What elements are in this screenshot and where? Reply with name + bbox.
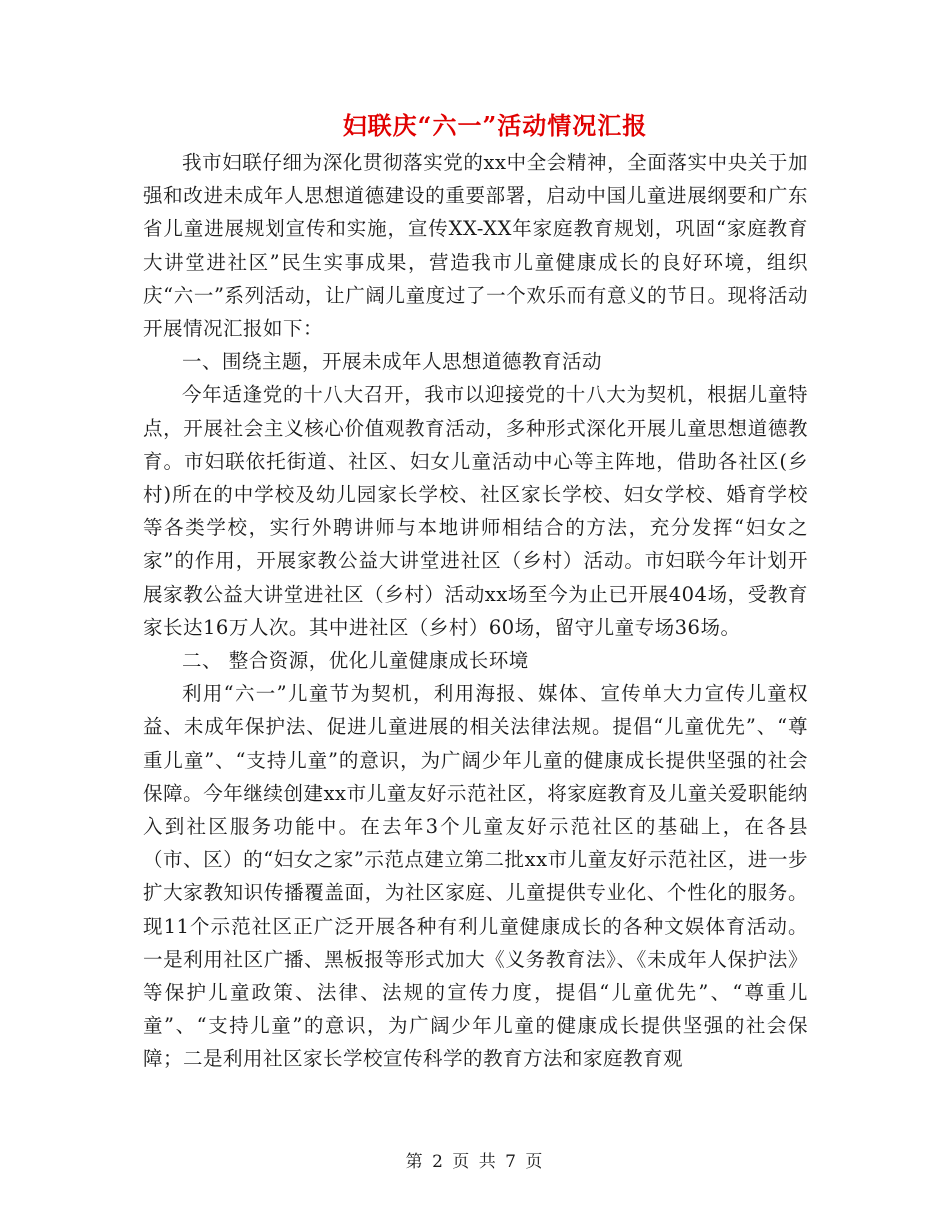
section-heading-2: 二、 整合资源，优化儿童健康成长环境 bbox=[182, 649, 529, 673]
document-body bbox=[143, 146, 808, 1076]
section-2-paragraph: 利用“六一”儿童节为契机，利用海报、媒体、宣传单大力宣传儿童权益、未成年保护法、促进儿童进展的相关法律法规。提倡“儿童优先”、“尊重儿童”、“支持儿童”的意识，为广阔少年儿童的健康成长提供坚强的社会保障。今年继续创建xx市儿童友好示范社区，将家庭教育及儿童关爱职能纳入到社区服务功能中。在去年3个儿童友好示范社区的基础上，在各县（市、区）的“妇女之家”示范点建立第二批xx市儿童友好示范社区，进一步扩大家教知识传播覆盖面，为社区家庭、儿童提供专业化、个性化的服务。现11个示范社区正广泛开展各种有利儿童健康成长的各种文娱体育活动。一是利用社区广播、黑板报等形式加大《义务教育法》、《未成年人保护法》等保护儿童政策、法律、法规的宣传力度，提倡“儿童优先”、“尊重儿童”、“支持儿童”的意识，为广阔少年儿童的健康成长提供坚强的社会保障；二是利用社区家长学校宣传科学的教育方法和家庭教育观 bbox=[143, 682, 808, 1071]
document-title: 妇联庆“六一”活动情况汇报 bbox=[342, 111, 648, 140]
section-heading-1: 一、围绕主题，开展未成年人思想道德教育活动 bbox=[182, 350, 603, 374]
section-1-paragraph: 今年适逢党的十八大召开，我市以迎接党的十八大为契机，根据儿童特点，开展社会主义核心价值观教育活动，多种形式深化开展儿童思想道德教育。市妇联依托街道、社区、妇女儿童活动中心等主阵地，借助各社区(乡村)所在的中学校及幼儿园家长学校、社区家长学校、妇女学校、婚育学校等各类学校，实行外聘讲师与本地讲师相结合的方法，充分发挥“妇女之家”的作用，开展家教公益大讲堂进社区（乡村）活动。市妇联今年计划开展家教公益大讲堂进社区（乡村）活动xx场至今为止已开展404场，受教育家长达16万人次。其中进社区（乡村）60场，留守儿童专场36场。 bbox=[143, 383, 808, 639]
page-footer: 第 2 页 共 7 页 bbox=[405, 1152, 545, 1172]
intro-paragraph: 我市妇联仔细为深化贯彻落实党的xx中全会精神，全面落实中央关于加强和改进未成年人思想道德建设的重要部署，启动中国儿童进展纲要和广东省儿童进展规划宣传和实施，宣传XX-XX年家庭教育规划，巩固“家庭教育大讲堂进社区”民生实事成果，营造我市儿童健康成长的良好环境，组织庆“六一”系列活动，让广阔儿童度过了一个欢乐而有意义的节日。现将活动开展情况汇报如下： bbox=[143, 151, 808, 341]
